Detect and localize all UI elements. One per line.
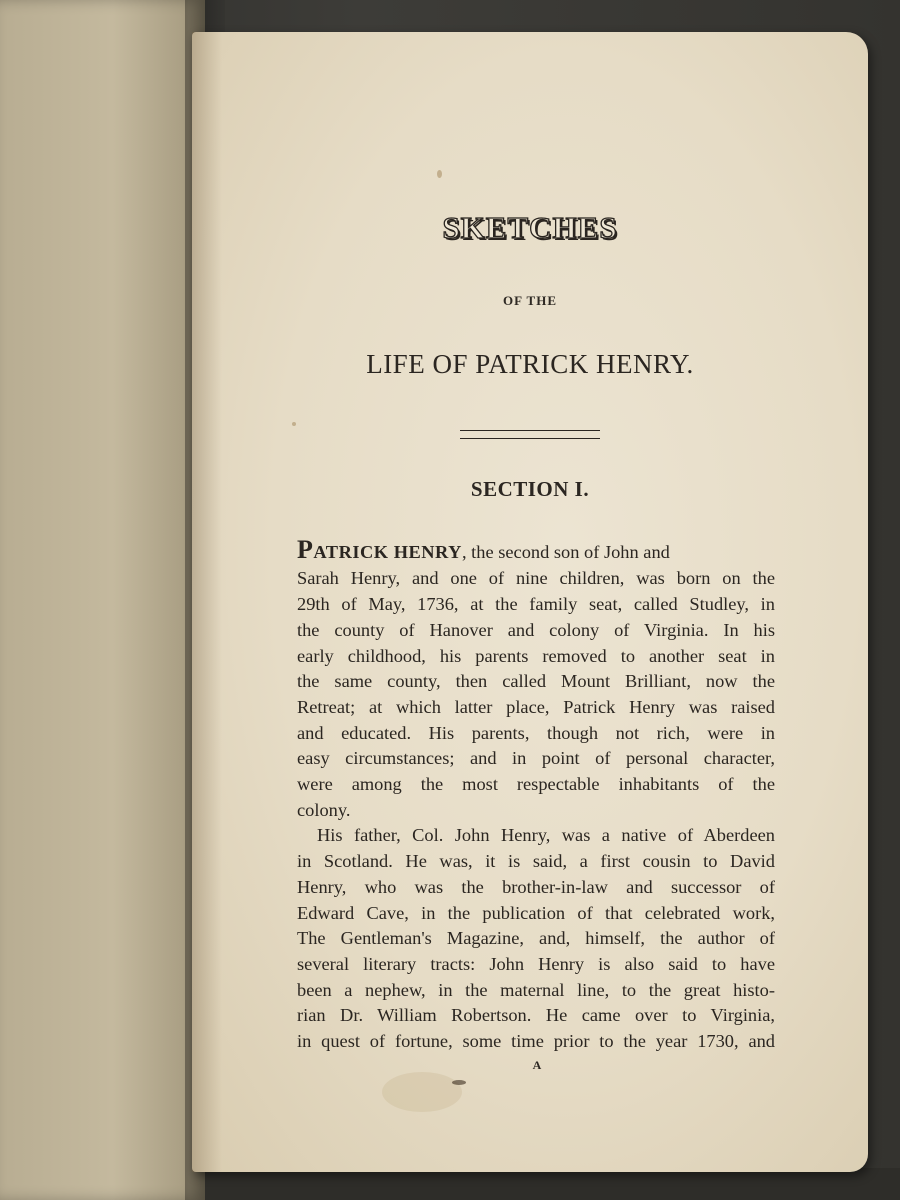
subheading: OF THE [502, 293, 558, 308]
paragraph-line: rian Dr. William Robertson. He came over to Virginia, [297, 1005, 775, 1025]
line-text: , the second son of John and [461, 542, 670, 562]
paragraph-line: in Scotland. He was, it is said, a first cousin to David [297, 851, 775, 871]
paragraph-line: easy circumstances; and in point of personal character, [297, 748, 775, 768]
foxing-spot [437, 170, 442, 178]
lead-name: ATRICK HENRY [313, 542, 462, 562]
section-heading: SECTION I. [470, 477, 590, 501]
page-heading: SKETCHES [442, 210, 618, 245]
paragraph-line: the county of Hanover and colony of Virginia. In his [297, 620, 775, 640]
paragraph-line: been a nephew, in the maternal line, to the great histo- [297, 980, 775, 1000]
paragraph-line: several literary tracts: John Henry is also said to have [297, 954, 775, 974]
paragraph-line: Henry, who was the brother-in-law and successor of [297, 877, 775, 897]
page-title: LIFE OF PATRICK HENRY. [366, 349, 694, 379]
bottom-edge [205, 1168, 900, 1200]
paragraph-line: early childhood, his parents removed to another seat in [297, 646, 775, 666]
paragraph-line: the same county, then called Mount Brilliant, now the [297, 671, 775, 691]
drop-capital: P [297, 537, 314, 563]
paragraph-line: were among the most respectable inhabitants of the [297, 774, 775, 794]
paragraph-line [297, 537, 775, 563]
paragraph-line: Edward Cave, in the publication of that celebrated work, [297, 903, 775, 923]
stain [382, 1072, 462, 1112]
left-cover-board [0, 0, 205, 1200]
paragraph-line: colony. [297, 800, 351, 820]
paragraph-line: His father, Col. John Henry, was a native of Aberdeen [317, 825, 775, 845]
decorative-rule [460, 430, 600, 439]
paragraph-line: in quest of fortune, some time prior to the year 1730, and [297, 1031, 775, 1051]
paragraph-line: The Gentleman's Magazine, and, himself, the author of [297, 928, 775, 948]
paragraph-line: Retreat; at which latter place, Patrick Henry was raised [297, 697, 775, 717]
paragraph-line: 29th of May, 1736, at the family seat, called Studley, in [297, 594, 775, 614]
paragraph-line: Sarah Henry, and one of nine children, was born on the [297, 568, 775, 588]
ink-mark [452, 1080, 466, 1085]
paragraph-line: and educated. His parents, though not rich, were in [297, 723, 775, 743]
foxing-spot [292, 422, 296, 426]
signature-mark: A [532, 1058, 542, 1072]
